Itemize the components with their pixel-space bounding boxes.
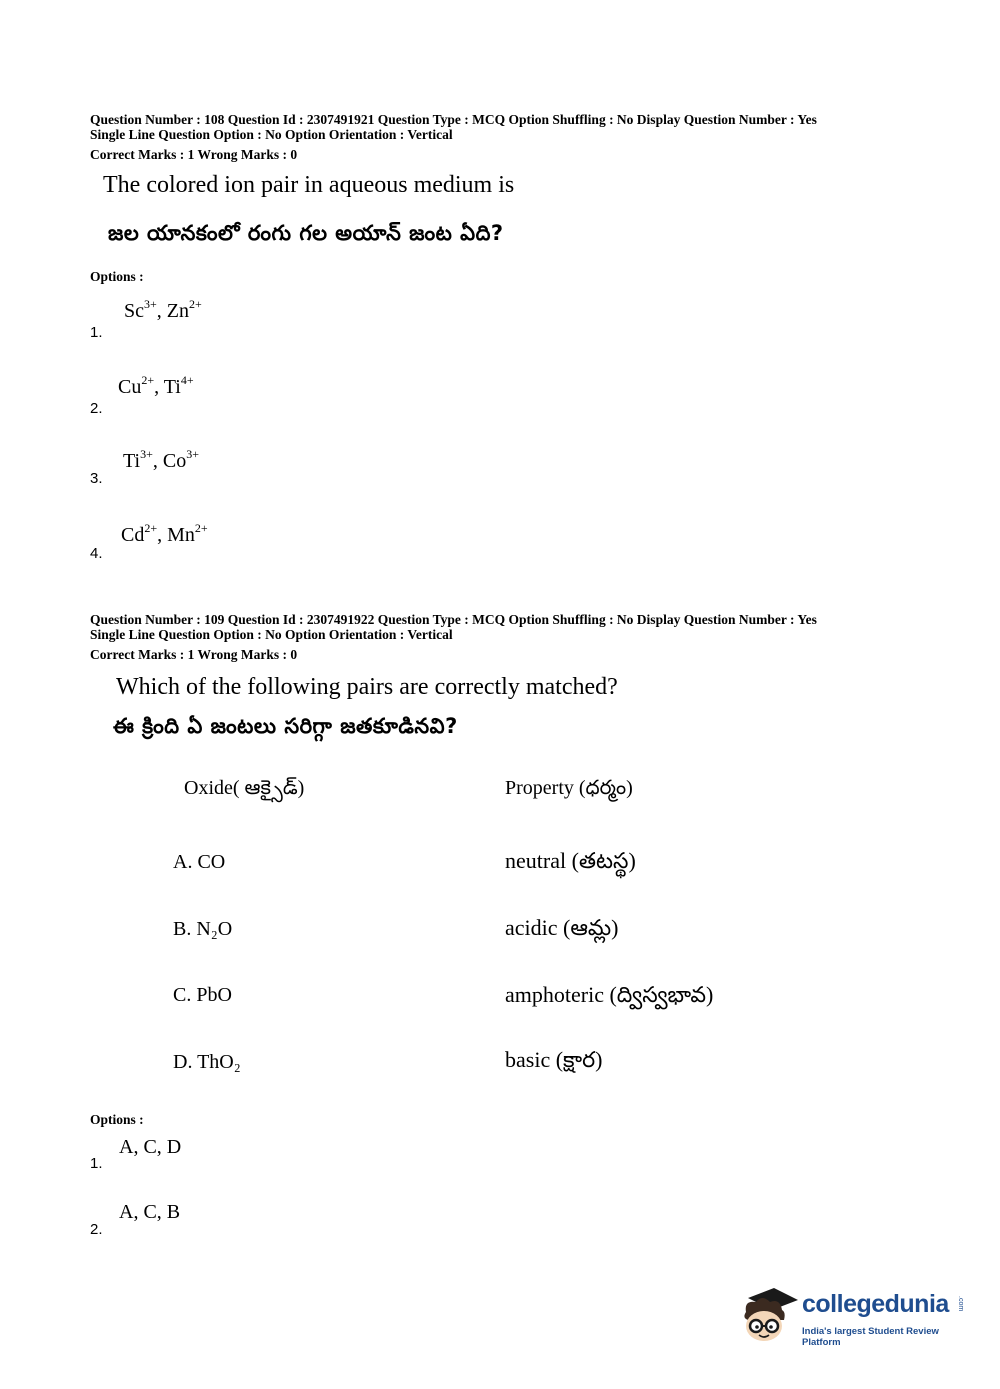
q109-marks: Correct Marks : 1 Wrong Marks : 0 [90, 647, 298, 662]
row-c-property: amphoteric (ద్విస్వభావ) [505, 982, 714, 1007]
q109-option-2-number: 2. [90, 1221, 103, 1238]
q109-option-1-text[interactable]: A, C, D [119, 1136, 182, 1158]
row-d-oxide: D. ThO₂ [173, 1051, 241, 1073]
row-b-property: acidic (ఆమ్ల) [505, 915, 619, 940]
ion: Cd [121, 524, 145, 546]
ion: Ti [163, 376, 181, 398]
q109-option-1-number: 1. [90, 1155, 103, 1172]
mascot-icon [740, 1282, 802, 1352]
q108-option-4-text[interactable]: $Cd^{2+}$, $Mn^{2+}$ [121, 521, 208, 546]
row-b-oxide: B. N₂O [173, 918, 233, 940]
q109-option-2-text[interactable]: A, C, B [119, 1201, 181, 1223]
charge: 2+ [189, 297, 202, 311]
ion: Zn [166, 300, 189, 322]
ion: Mn [167, 524, 195, 546]
row-d-property: basic (క్షార) [505, 1047, 603, 1072]
q108-option-2-text[interactable]: $Cu^{2+}$, $Ti^{4+}$ [118, 373, 194, 398]
charge: 3+ [140, 447, 153, 461]
q109-options-label: Options : [90, 1112, 144, 1127]
logo-name: collegedunia [802, 1290, 949, 1318]
q109-meta-line1: Question Number : 109 Question Id : 2307491922 Question Type : MCQ Option Shuffling : No Display Question Number : Yes [90, 612, 817, 627]
charge: 4+ [180, 373, 194, 387]
charge: 3+ [186, 447, 199, 461]
q108-options-label: Options : [90, 269, 144, 284]
ion: Sc [124, 300, 144, 322]
col-property-header: Property (ధర్మం) [505, 777, 633, 799]
q108-option-1-number: 1. [90, 324, 103, 341]
logo-suffix: .com [957, 1296, 964, 1312]
q108-meta-line2: Single Line Question Option : No Option Orientation : Vertical [90, 127, 453, 142]
col-oxide-header: Oxide( ఆక్సైడ్) [184, 777, 305, 799]
q108-option-2-number: 2. [90, 400, 103, 417]
charge: 2+ [194, 521, 208, 535]
q108-question-en: The colored ion pair in aqueous medium is [103, 172, 515, 198]
q108-option-3-number: 3. [90, 470, 103, 487]
row-c-oxide: C. PbO [173, 984, 232, 1006]
q109-meta-line2: Single Line Question Option : No Option Orientation : Vertical [90, 627, 453, 642]
charge: 3+ [144, 297, 157, 311]
q108-option-1-text[interactable]: $Sc^{3+}$, $Zn^{2+}$ [124, 297, 202, 322]
charge: 2+ [144, 521, 158, 535]
q109-question-en: Which of the following pairs are correctly matched? [116, 674, 618, 700]
q108-option-3-text[interactable]: $Ti^{3+}$, $Co^{3+}$ [123, 447, 199, 472]
row-a-oxide: A. CO [173, 851, 226, 873]
q108-marks: Correct Marks : 1 Wrong Marks : 0 [90, 147, 298, 162]
q108-meta-line1: Question Number : 108 Question Id : 2307491921 Question Type : MCQ Option Shuffling : No Display Question Number : Yes [90, 112, 817, 127]
logo-tagline: India's largest Student Review Platform [802, 1326, 939, 1348]
ion: Cu [118, 376, 142, 398]
ion: Ti [123, 450, 141, 472]
ion: Co [162, 450, 187, 472]
q108-option-4-number: 4. [90, 545, 103, 562]
charge: 2+ [141, 373, 155, 387]
q109-question-te: ఈ క్రింది ఏ జంటలు సరిగ్గా జతకూడినవి? [113, 714, 458, 738]
q108-question-te: జల యానకంలో రంగు గల అయాన్ జంట ఏది? [108, 221, 504, 245]
row-a-property: neutral (తటస్థ) [505, 848, 636, 873]
collegedunia-logo[interactable] [740, 1282, 970, 1352]
